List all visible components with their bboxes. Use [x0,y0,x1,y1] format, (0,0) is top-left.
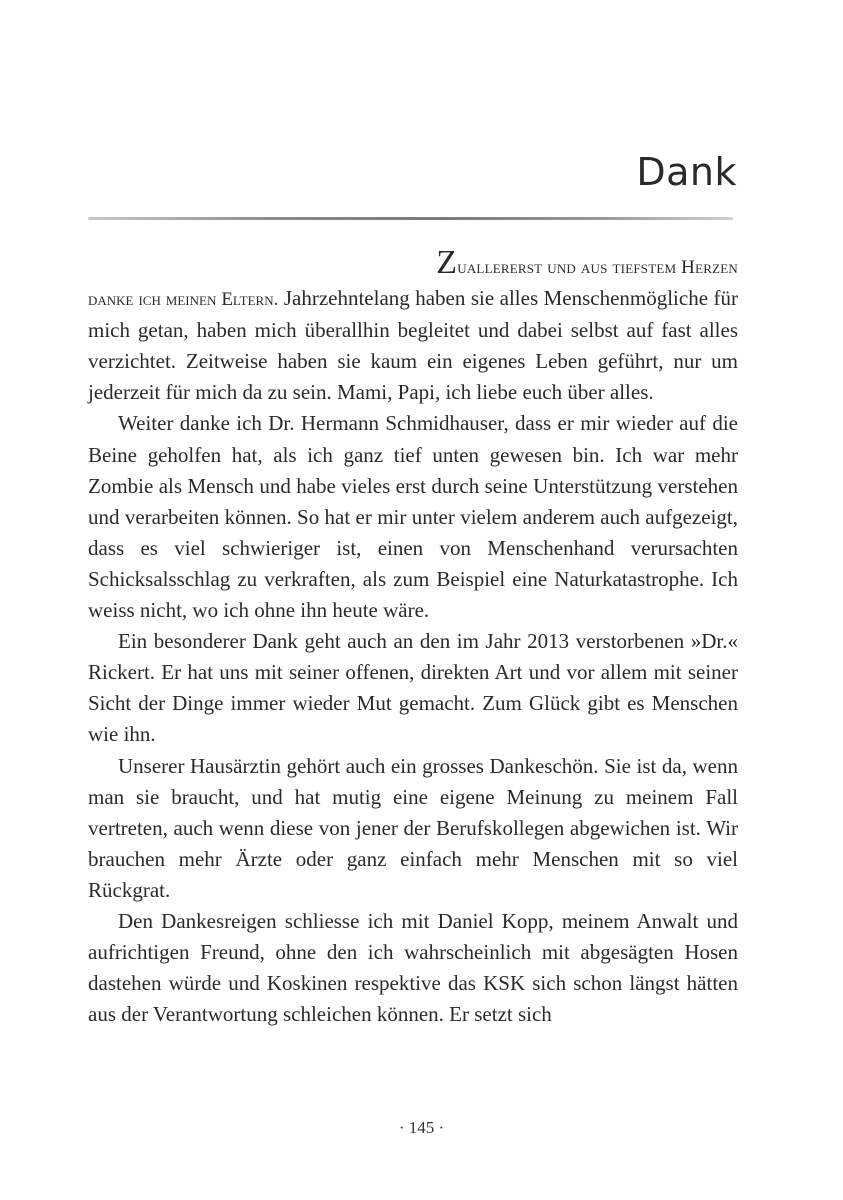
lead-line1-rest: uallererst und aus tiefstem Herzen [457,257,738,278]
paragraph-1 [88,283,738,408]
chapter-title: Dank [636,150,737,194]
page-number: · 145 · [398,1118,445,1137]
lead-initial: Z [436,244,458,281]
paragraph-4: Unserer Hausärztin gehört auch ein grosses Dankeschön. Sie ist da, wenn man sie braucht, und hat mutig eine eigene Meinung zu meinem Fall vertreten, auch wenn diese von jener der Berufskollegen abgewichen ist. Wir brauchen mehr Ärzte oder ganz einfach mehr Menschen mit so viel Rückgrat. [88,753,738,902]
paragraph-1-text: Jahrzehntelang haben sie alles Menschenmögliche für mich getan, haben mich überallhin begleitet und dabei selbst auf fast alles verzichtet. Zeitweise haben sie kaum ein eigenes Leben geführt, nur um jederzeit für mich da zu sein. Mami, Papi, ich liebe euch über alles. [88,286,738,405]
title-divider [88,217,733,220]
paragraph-3: Ein besonderer Dank geht auch an den im Jahr 2013 verstorbenen »Dr.« Rickert. Er hat uns mit seiner offenen, direkten Art und vor allem mit seiner Sicht der Dinge immer wieder Mut gemacht. Zum Glück gibt es Menschen wie ihn. [88,629,738,747]
paragraph-5: Den Dankesreigen schliesse ich mit Daniel Kopp, meinem Anwalt und aufrichtigen Freund, ohne den ich wahrscheinlich mit abgesägten Hosen dastehen würde und Koskinen respektive das KSK sich schon längst hätten aus der Verantwortung schleichen können. Er setzt sich [88,908,738,1027]
body-text [88,244,738,1030]
paragraph-2: Weiter danke ich Dr. Hermann Schmidhauser, dass er mir wieder auf die Beine geholfen hat, als ich ganz tief unten gewesen bin. Ich war mehr Zombie als Mensch und habe vieles erst durch seine Unterstützung verstehen und verarbeiten können. So hat er mir unter vielem anderem auch aufgezeigt, dass es viel schwieriger ist, einen von Menschenhand verursachten Schicksalsschlag zu verkraften, als zum Beispiel eine Naturkatastrophe. Ich weiss nicht, wo ich ohne ihn heute wäre. [88,411,738,623]
lead-line2-smallcaps: danke ich meinen Eltern. [88,289,279,311]
lead-in-line [88,244,738,283]
